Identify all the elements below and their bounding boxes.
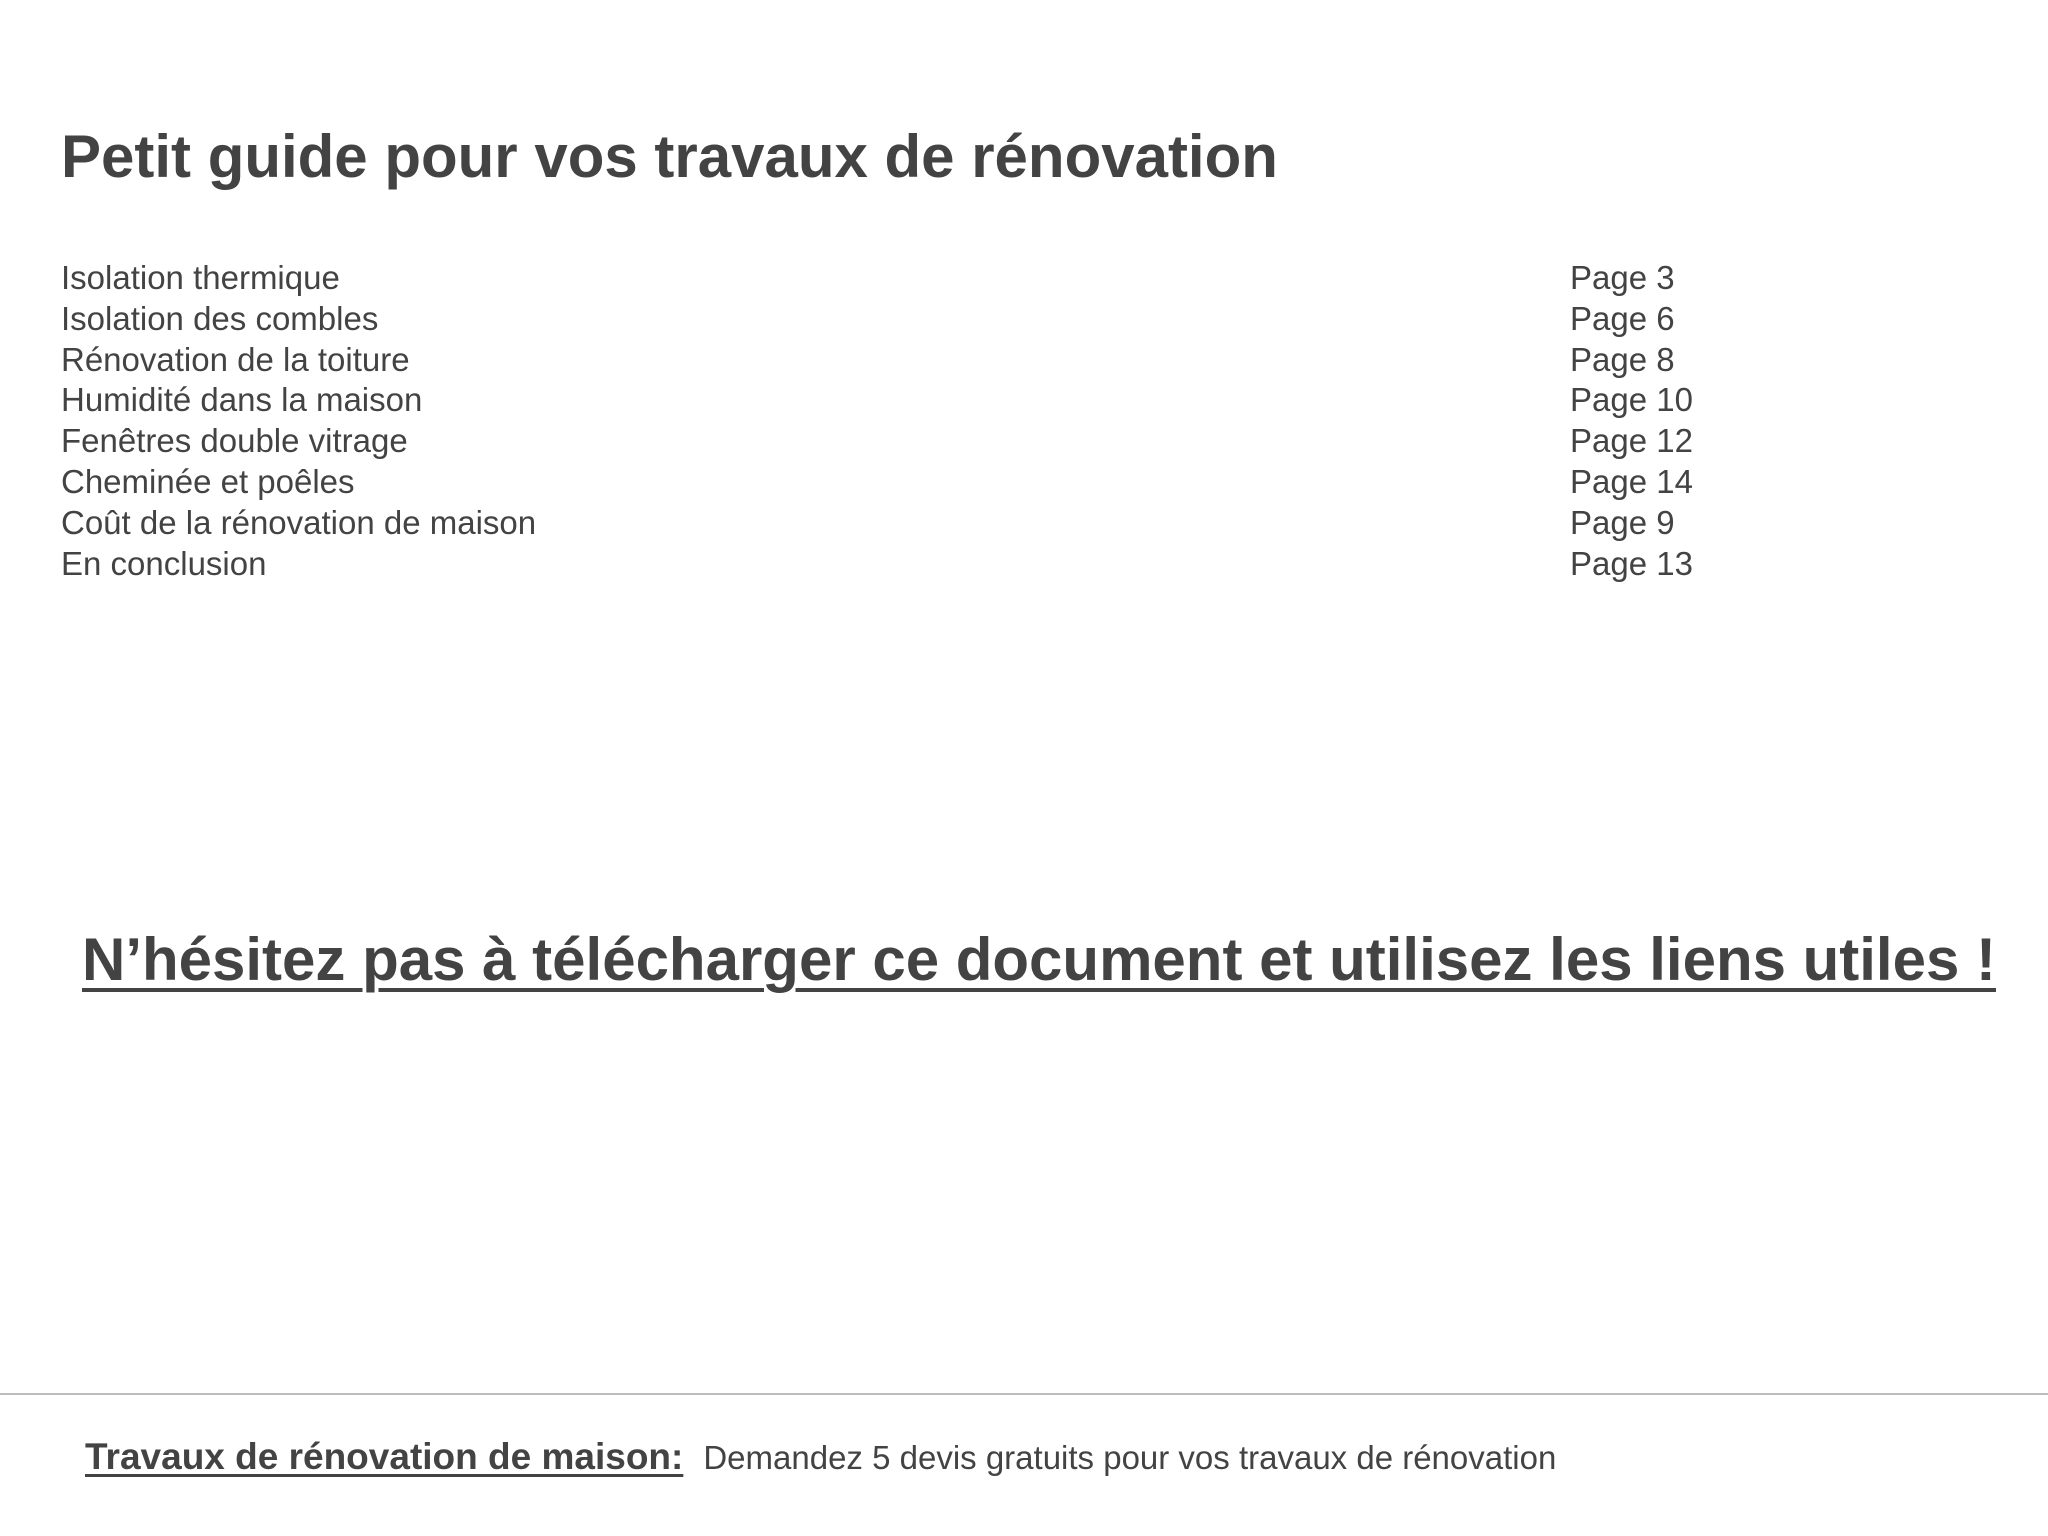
toc-item-page: Page 12 [1570,422,1693,460]
toc-item-page: Page 6 [1570,299,1675,337]
footer-text: Demandez 5 devis gratuits pour vos travaux de rénovation [703,1439,1557,1476]
toc-item [61,462,1761,503]
toc-item [61,258,1761,299]
table-of-contents [61,258,1761,584]
toc-item [61,340,1761,381]
toc-item-label: Cheminée et poêles [61,462,355,500]
toc-item-label: Coût de la rénovation de maison [61,503,537,541]
toc-item [61,299,1761,340]
footer-divider [0,1393,2048,1395]
toc-item-label: Fenêtres double vitrage [61,422,408,460]
toc-item-page: Page 9 [1570,503,1675,541]
toc-item-label: En conclusion [61,544,267,582]
footer [85,1432,1556,1490]
toc-item-page: Page 3 [1570,259,1675,296]
toc-item-label: Isolation des combles [61,299,379,337]
toc-item-page: Page 8 [1570,340,1675,378]
toc-item-label: Isolation thermique [61,259,340,296]
page-title: Petit guide pour vos travaux de rénovation [61,123,1278,190]
toc-item [61,380,1761,421]
toc-item [61,503,1761,544]
toc-item [61,544,1761,585]
toc-item-page: Page 14 [1570,462,1693,500]
toc-item-page: Page 10 [1570,381,1693,419]
download-cta-link[interactable]: N’hésitez pas à télécharger ce document et utilisez les liens utiles ! [82,926,1996,993]
toc-item-page: Page 13 [1570,544,1693,582]
toc-item-label: Humidité dans la maison [61,381,423,419]
footer-renovation-link[interactable]: Travaux de rénovation de maison: [85,1436,684,1477]
toc-item-label: Rénovation de la toiture [61,340,410,378]
toc-item [61,421,1761,462]
